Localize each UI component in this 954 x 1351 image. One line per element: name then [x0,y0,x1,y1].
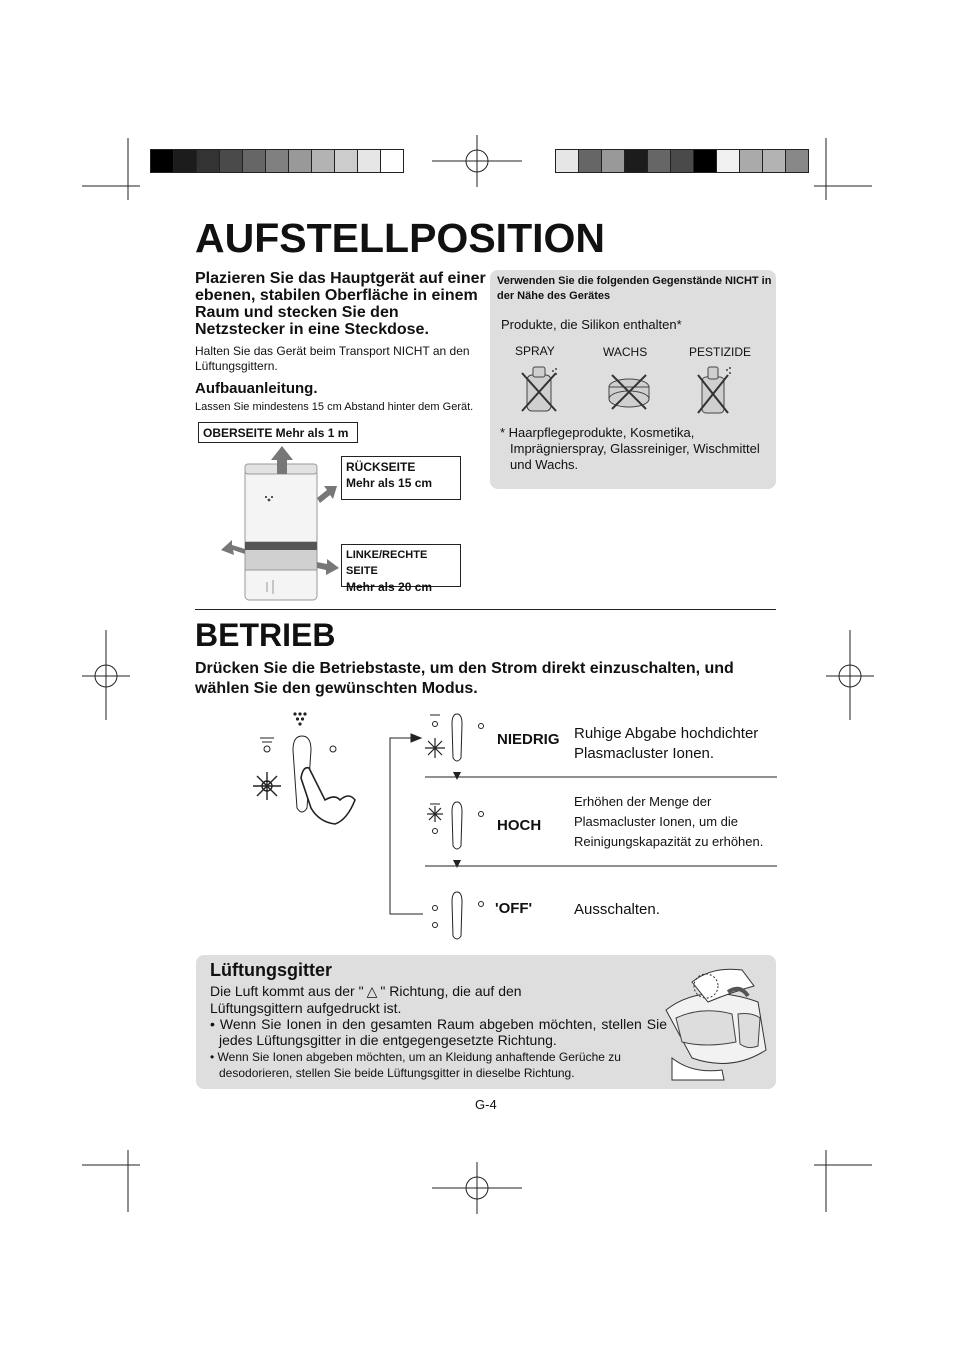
ion-icon [293,712,306,725]
arrow-icon [221,540,245,555]
arrow-icon [317,559,339,575]
vent-intro [210,983,610,1017]
page-number: G-4 [475,1097,497,1112]
vent-intro-part-1: Die Luft kommt aus der " [210,983,364,999]
guide-heading: Aufbauanleitung. [195,380,318,397]
warning-heading: Verwenden Sie die folgenden Gegenstände NICHT in der Nähe des Gerätes [497,275,772,302]
setup-lead: Plazieren Sie das Hauptgerät auf einer ebenen, stabilen Oberfläche in einem Raum und stecken Sie den Netzstecker in eine Steckdose. [195,270,486,338]
prohibited-items [512,363,762,418]
back-label-line-2: Mehr als 15 cm [346,476,433,490]
mode-desc-high: Erhöhen der Menge der Plasmacluster Ionen, um die Reinigungskapazität zu erhöhen. [574,794,764,849]
arrow-icon [317,486,337,503]
mode-name-off: 'OFF' [495,900,533,917]
pesticide-icon [698,367,731,413]
side-clearance-label [341,544,461,594]
back-clearance-label [341,456,461,500]
item-pesticide: PESTIZIDE [689,345,752,359]
mode-name-high: HOCH [497,817,542,834]
vent-illustration [662,962,772,1082]
item-spray: SPRAY [515,344,555,358]
guide-note: Lassen Sie mindestens 15 cm Abstand hinter dem Gerät. [195,401,474,413]
operation-lead: Drücken Sie die Betriebstaste, um den Strom direkt einzuschalten, und wählen Sie den gewünschten Modus. [195,660,734,697]
connector [390,734,423,914]
vent-title: Lüftungsgitter [210,960,332,980]
back-label-line-1: RÜCKSEITE [346,460,416,474]
hand-press-icon [301,768,355,824]
item-wax: WACHS [603,345,648,359]
operation-title: BETRIEB [195,617,336,653]
vent-bullet-2: • Wenn Sie Ionen abgeben möchten, um an Kleidung anhaftende Gerüche zu desodorieren, stellen Sie beide Lüftungsgitter in dieselbe Richtung. [210,1050,621,1080]
side-label-line-1: LINKE/RECHTE SEITE [346,549,428,577]
spray-icon [522,367,557,411]
wax-icon [609,375,649,409]
mode-name-low: NIEDRIG [497,731,560,748]
section-divider [195,609,776,610]
warning-footnote: * Haarpflegeprodukte, Kosmetika, Imprägnierspray, Glassreiniger, Wischmittel und Wachs. [500,425,760,472]
top-clearance-label: OBERSEITE Mehr als 1 m [198,422,358,443]
page-title: AUFSTELLPOSITION [195,215,605,261]
triangle-icon: △ [366,983,378,999]
warning-subheading: Produkte, die Silikon enthalten* [501,317,682,332]
sparkle-icon [253,772,281,800]
transport-note: Halten Sie das Gerät beim Transport NICHT an den Lüftungsgittern. [195,344,470,373]
mode-desc-off: Ausschalten. [574,901,660,918]
vent-intro-part-2: " Richtung, die auf den Lüftungsgittern aufgedruckt ist. [210,983,522,1016]
vent-bullet-1: • Wenn Sie Ionen in den gesamten Raum abgeben möchten, stellen Sie jedes Lüftungsgitter in die entgegengesetzte Richtung. [210,1016,667,1048]
mode-desc-low: Ruhige Abgabe hochdichter Plasmacluster Ionen. [574,725,759,762]
side-label-line-2: Mehr als 20 cm [346,580,433,594]
unit-illustration [215,442,345,607]
